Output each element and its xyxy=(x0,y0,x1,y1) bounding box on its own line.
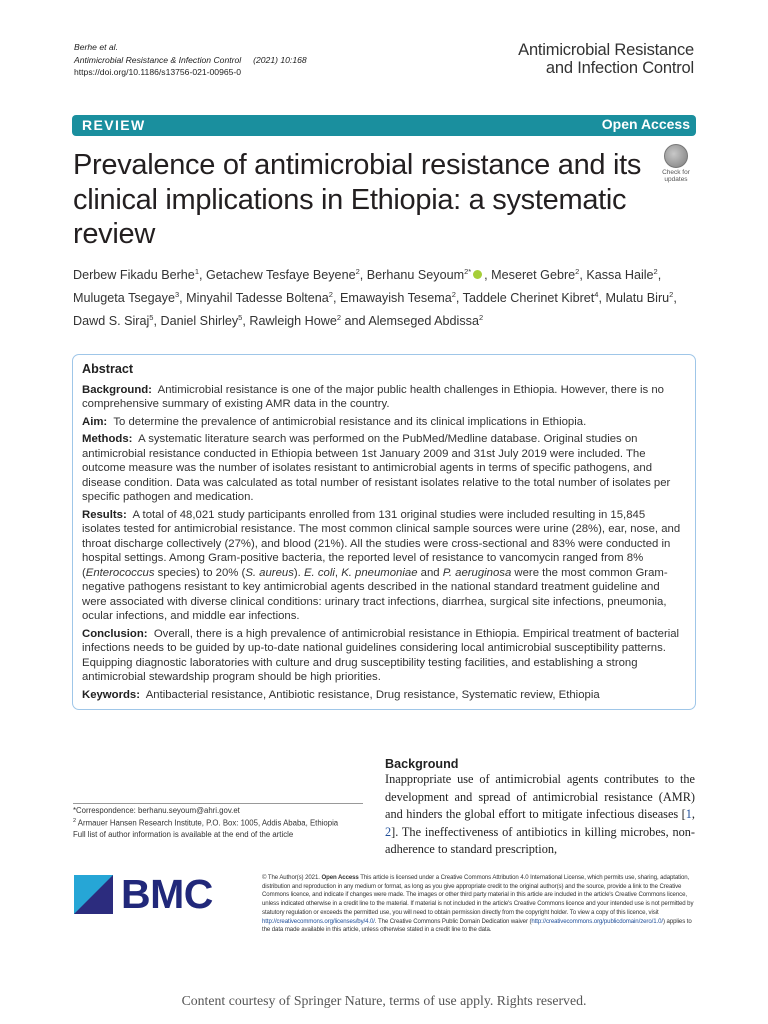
author-name[interactable]: Mulugeta Tsegaye xyxy=(73,291,175,306)
author-affiliation: 2 xyxy=(336,313,342,323)
abstract-results xyxy=(82,508,686,624)
author-affiliation: 5 xyxy=(149,313,154,323)
species-name: K. pneumoniae xyxy=(341,566,418,579)
cc0-link[interactable]: http://creativecommons.org/publicdomain/zero/1.0/ xyxy=(531,917,664,925)
label-background: Background: xyxy=(82,383,152,396)
license-prefix: © The Author(s) 2021. xyxy=(262,874,322,881)
full-author-info: Full list of author information is available at the end of the article xyxy=(73,829,294,839)
journal-logo xyxy=(518,41,694,77)
author-name[interactable]: Meseret Gebre xyxy=(491,268,576,283)
background-body: , xyxy=(691,807,695,822)
label-results: Results: xyxy=(82,508,127,521)
journal-name-line2: and Infection Control xyxy=(545,59,694,77)
check-updates-icon xyxy=(664,144,688,168)
correspondence-note xyxy=(73,803,363,840)
article-type-banner xyxy=(72,115,696,136)
journal-cite: Antimicrobial Resistance & Infection Control xyxy=(74,54,242,65)
open-access-label: Open Access xyxy=(601,116,690,132)
author-name[interactable]: Taddele Cherinet Kibret xyxy=(462,291,595,306)
reference-link[interactable]: 1 xyxy=(685,807,692,822)
species-name: E. coli xyxy=(303,566,335,579)
label-keywords: Keywords: xyxy=(82,688,140,701)
doi-link[interactable]: https://doi.org/10.1186/s13756-021-00965-0 xyxy=(74,67,242,77)
author-name[interactable]: Berhanu Seyoum xyxy=(366,268,465,283)
author-name[interactable]: Emawayish Tesema xyxy=(339,291,452,306)
species-name: Enterococcus xyxy=(85,566,155,579)
text-results: ). xyxy=(293,566,304,579)
year-volume: (2021) 10:168 xyxy=(253,54,307,65)
check-updates-line1: Check for xyxy=(662,169,690,176)
license-body: ) applies to the data made available in this article, unless otherwise stated in a credit line to the data. xyxy=(262,917,692,934)
correspondence-email[interactable]: *Correspondence: berhanu.seyoum@ahri.gov.et xyxy=(73,806,240,815)
text-results: , xyxy=(334,566,342,579)
address-text: Armauer Hansen Research Institute, P.O. Box: 1005, Addis Ababa, Ethiopia xyxy=(76,818,339,828)
reference-link[interactable]: 2 xyxy=(385,824,392,839)
text-results: species) to 20% ( xyxy=(154,566,246,579)
background-text xyxy=(385,771,695,859)
author-affiliation: 2 xyxy=(328,290,333,300)
author-affiliation: 2 xyxy=(478,313,484,323)
license-body: . The Creative Commons Public Domain Dedication waiver ( xyxy=(374,917,532,925)
background-body: Inappropriate use of antimicrobial agents contributes to the development and spread of antimicrobial resistance (AMR) and hinders the global effort to mitigate infectious diseases [ xyxy=(385,772,695,822)
article-type-label: REVIEW xyxy=(82,117,146,133)
bmc-logo xyxy=(74,871,214,917)
author-affiliation: 2 xyxy=(575,267,580,276)
background-heading: Background xyxy=(385,757,459,771)
author-short: Berhe et al. xyxy=(74,42,118,52)
author-affiliation: 3 xyxy=(175,290,180,300)
author-name[interactable]: Getachew Tesfaye Beyene xyxy=(205,268,356,283)
background-body: ]. The ineffectiveness of antibiotics in killing microbes, non-adherence to standard prescription, xyxy=(385,824,695,857)
label-aim: Aim: xyxy=(82,415,108,428)
author-name[interactable]: Minyahil Tadesse Boltena xyxy=(186,291,329,306)
author-affiliation: 2 xyxy=(451,290,456,300)
species-name: P. aeruginosa xyxy=(442,566,512,579)
author-name[interactable]: Rawleigh Howe xyxy=(249,314,337,329)
text-keywords: Antibacterial resistance, Antibiotic resistance, Drug resistance, Systematic review, Ethiopia xyxy=(145,688,600,701)
abstract-heading: Abstract xyxy=(82,362,134,376)
page-footer: Content courtesy of Springer Nature, terms of use apply. Rights reserved. xyxy=(181,993,587,1008)
author-name[interactable]: Kassa Haile xyxy=(586,268,654,283)
author-affiliation: 2 xyxy=(653,267,658,276)
check-updates-line2: updates xyxy=(664,176,688,183)
author-name[interactable]: Dawd S. Siraj xyxy=(73,314,150,329)
label-methods: Methods: xyxy=(82,433,133,445)
author-affiliation: 1 xyxy=(194,267,199,276)
abstract-keywords xyxy=(82,688,686,703)
author-affiliation: 4 xyxy=(594,290,599,300)
author-affiliation: 2* xyxy=(464,267,472,276)
correspondence-address xyxy=(73,816,363,829)
species-name: S. aureus xyxy=(245,566,294,579)
label-conclusion: Conclusion: xyxy=(82,627,148,640)
affiliation-number: 2 xyxy=(73,818,77,824)
bmc-logo-text: BMC xyxy=(121,871,213,917)
journal-name-line1: Antimicrobial Resistance xyxy=(518,41,694,59)
author-affiliation: 2 xyxy=(355,267,360,276)
text-methods: A systematic literature search was performed on the PubMed/Medline database. Original studies on antimicrobial resistance conducted in Ethiopia between 1st January 2009 and 31st July 2019 were included. The outcome measure was the number of isolates resistant to antimicrobial agents in terms of specific pathogens, and disease condition. Data was calculated as total number of resistant isolates relative to the total number of isolates per specific pathogen and medication. xyxy=(82,433,671,503)
text-results: and xyxy=(417,566,443,579)
author-name[interactable]: Mulatu Biru xyxy=(605,291,670,306)
author-name[interactable]: Alemseged Abdissa xyxy=(368,314,479,329)
abstract-background xyxy=(82,383,686,412)
text-results: A total of 48,021 study participants enrolled from 131 original studies were included resulting in 15,845 isolates tested for antimicrobial resistance. The most common clinical sample sources were urine (28%), ear, nose, and throat discharge collectively (27%), and blood (21%). All the studies were cross-sectional and 83% were conducted in hospital settings. Among Gram-positive bacteria, the reported level of resistance to vancomycin ranged from 8% ( xyxy=(82,508,681,579)
author-name[interactable]: Daniel Shirley xyxy=(160,314,239,329)
check-for-updates-badge[interactable] xyxy=(657,144,695,183)
text-aim: To determine the prevalence of antimicrobial resistance and its clinical implications in Ethiopia. xyxy=(113,415,587,428)
bmc-logo-triangle xyxy=(74,875,113,914)
text-conclusion: Overall, there is a high prevalence of antimicrobial resistance in Ethiopia. Empirical treatment of bacterial infections needs to be guided by up-to-date national guidelines considering local antimicrobial susceptibility patterns. Equipping diagnostic laboratories with culture and drug susceptibility testing facilities, and establishing a strong antimicrobial stewardship program should be high priorities. xyxy=(82,627,680,683)
orcid-icon[interactable] xyxy=(473,270,482,279)
abstract-methods xyxy=(82,432,686,505)
article-title: Prevalence of antimicrobial resistance and its clinical implications in Ethiopia: a systematic review xyxy=(73,149,642,250)
author-affiliation: 5 xyxy=(238,313,243,323)
author-affiliation: 2 xyxy=(669,290,674,300)
text-results: were the most common Gram-negative pathogens resistant to key antimicrobial agents described in the national standard treatment guideline and were associated with diverse clinical conditions: urinary tract infections, diarrhea, surgical site infections, pneumonia, ocular infections, and middle ear infections. xyxy=(82,566,668,622)
license-open-access: Open Access xyxy=(321,874,359,881)
license-text xyxy=(262,874,696,935)
author-list: Derbew Fikadu Berhe$^1$, Getachew Tesfaye Beyene$^2$, Berhanu Seyoum$^{2*}$ , Meseret Gebre$^2$, Kassa Haile$^2$, Mulugeta Tsegaye$^3$, Minyahil Tadesse Boltena$^2$, Emawayish Tesema$^2$, Taddele Cherinet Kibret$^4$, Mulatu Biru$^2$, Dawd S. Siraj$^5$, Daniel Shirley$^5$, Rawleigh Howe$^2$ and Alemseged Abdissa$^2$ xyxy=(73,267,677,329)
abstract-box xyxy=(72,354,696,710)
text-background: Antimicrobial resistance is one of the major public health challenges in Ethiopia. However, there is no comprehensive summary of existing AMR data in the country. xyxy=(82,383,664,410)
abstract-conclusion xyxy=(82,627,686,685)
author-name[interactable]: Derbew Fikadu Berhe xyxy=(73,268,195,283)
license-body: This article is licensed under a Creative Commons Attribution 4.0 International License, which permits use, sharing, adaptation, distribution and reproduction in any medium or format, as long as you give appropriate credit to the original author(s) and the source, provide a link to the Creative Commons licence, and indicate if changes were made. The images or other third party material in this article are included in the article's Creative Commons licence, unless indicated otherwise in a credit line to the material. If material is not included in the article's Creative Commons licence and your intended use is not permitted by statutory regulation or exceeds the permitted use, you will need to obtain permission directly from the copyright holder. To view a copy of this licence, visit xyxy=(262,874,694,916)
cc-license-link[interactable]: http://creativecommons.org/licenses/by/4.0/ xyxy=(262,917,375,925)
citation-header xyxy=(74,41,307,79)
abstract-aim xyxy=(82,415,686,430)
